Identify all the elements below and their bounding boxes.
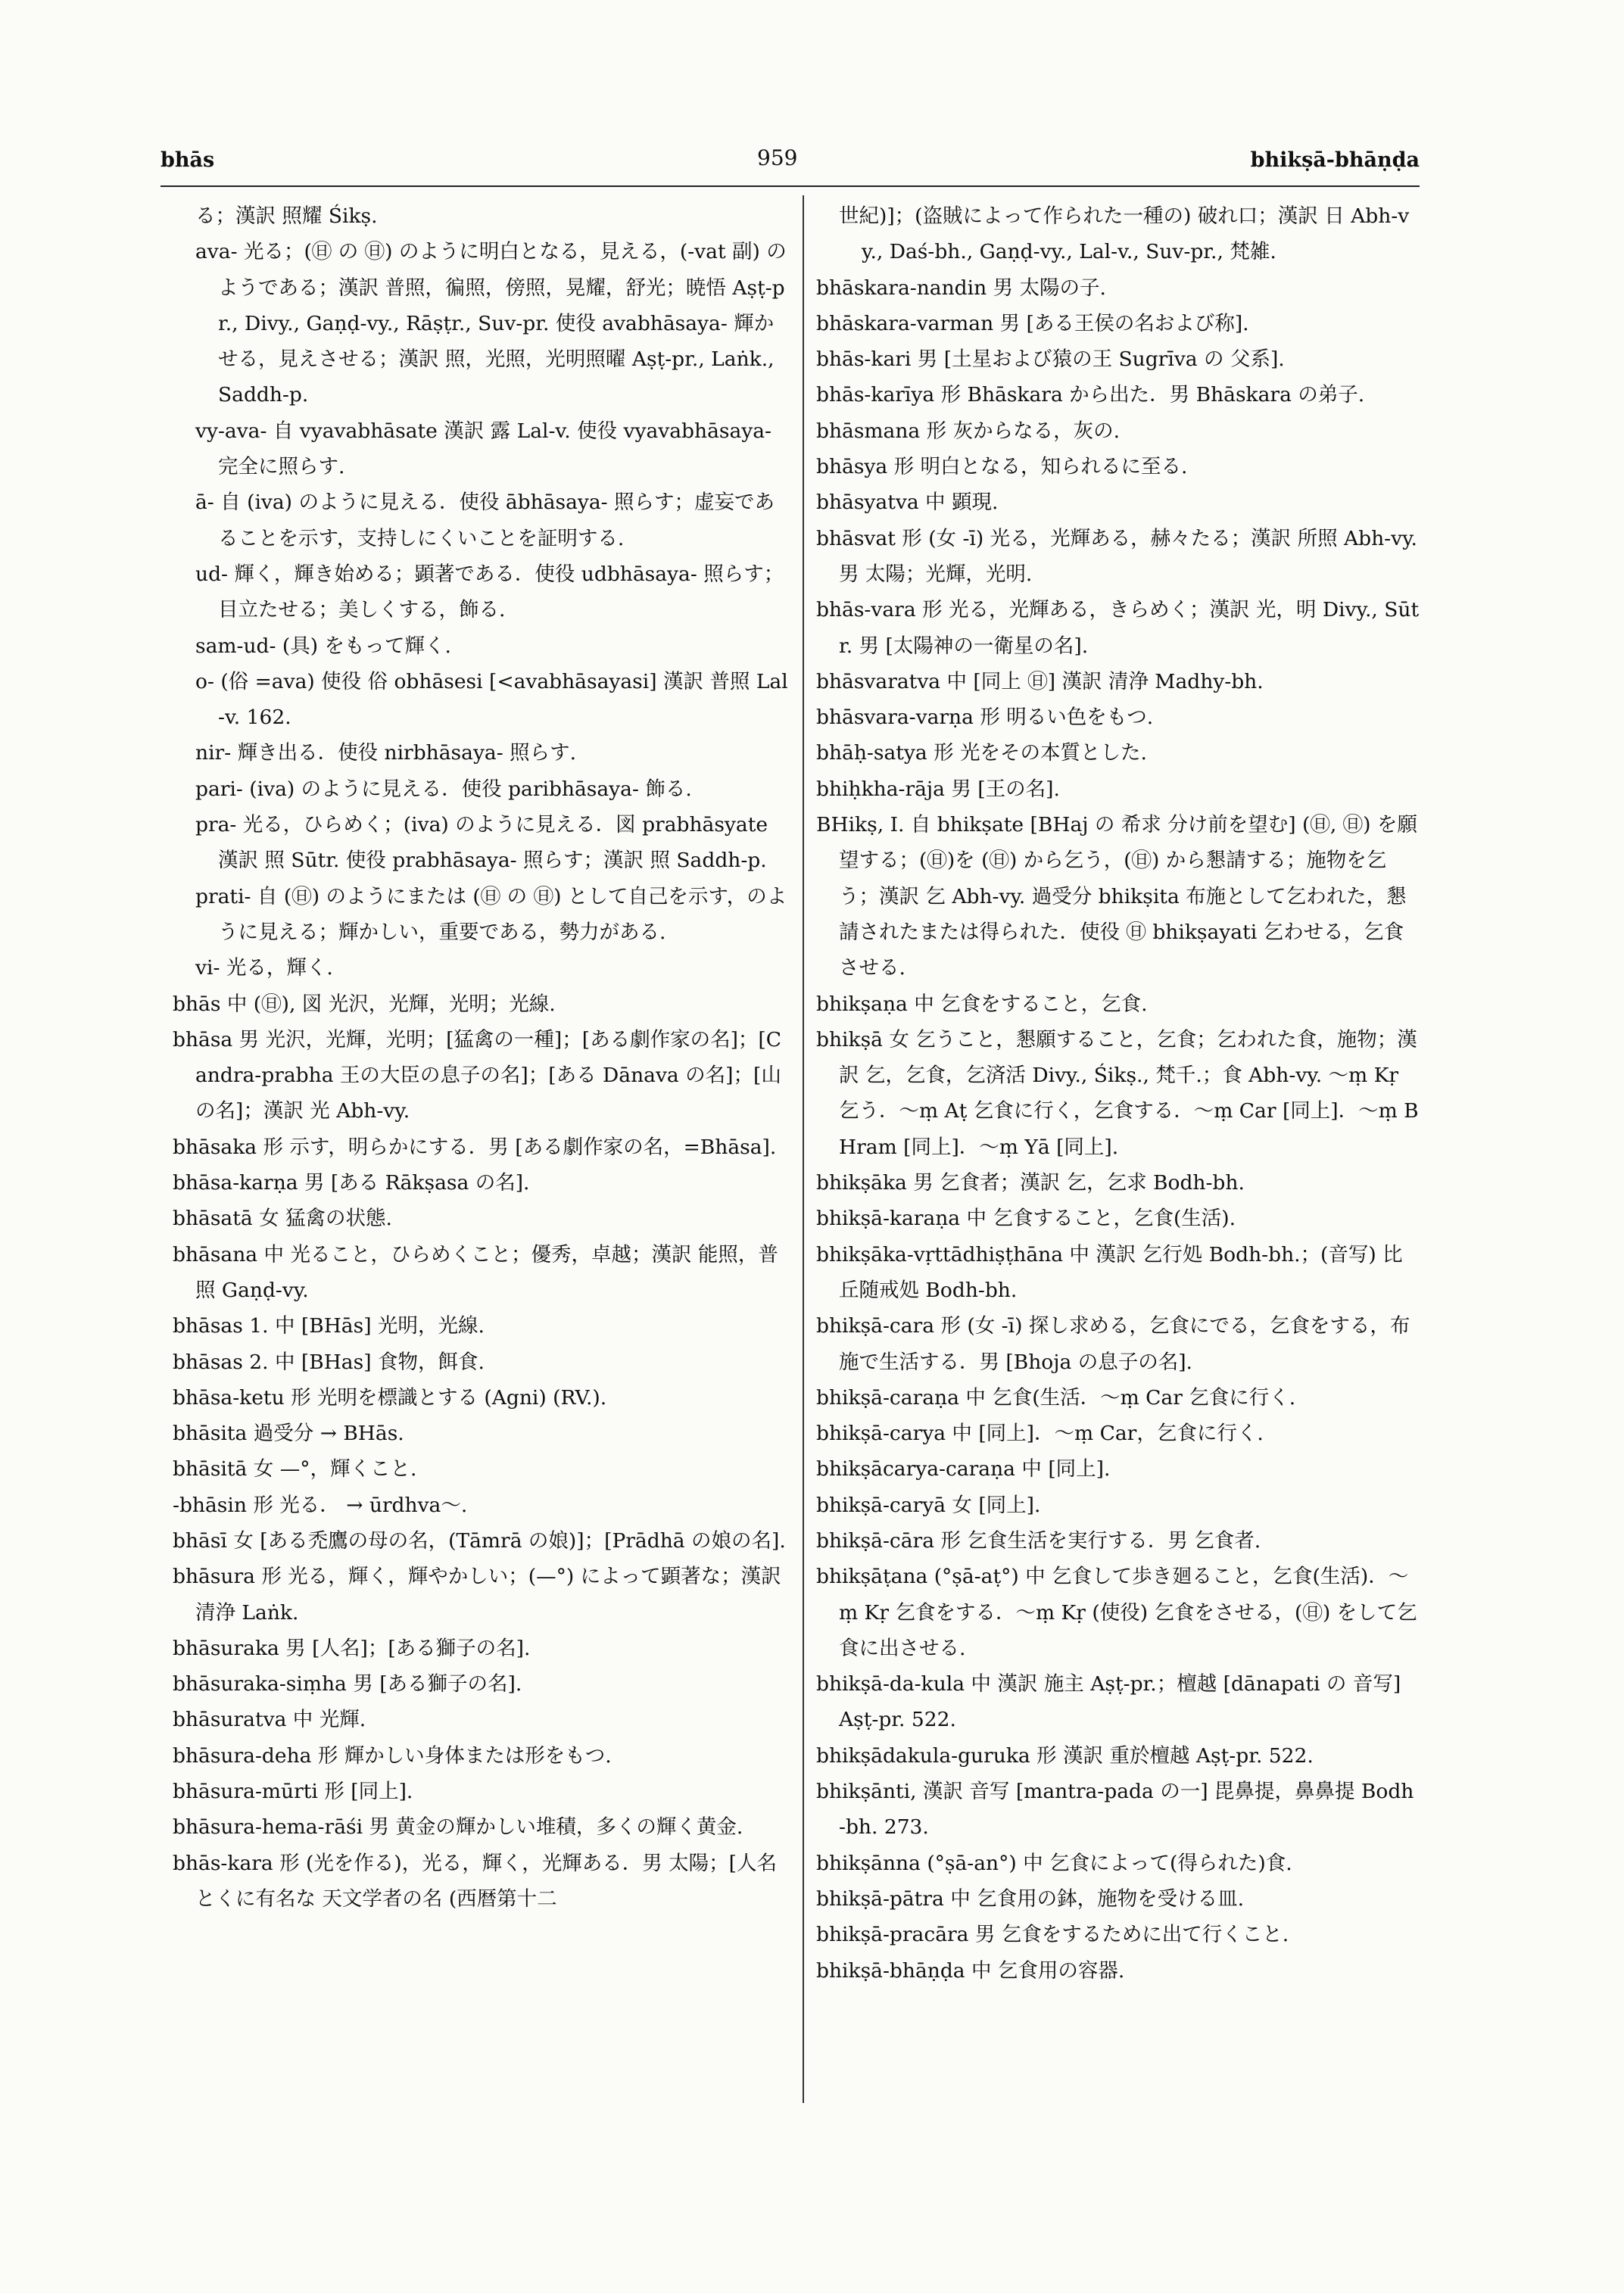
page-number: 959 xyxy=(757,145,798,170)
dictionary-entry: bhāsa-karṇa 男 [ある Rākṣasa の名]. xyxy=(173,1171,530,1195)
sub-entry: prati- 自 (㊐) のようにまたは (㊐ の ㊐) として自己を示す，のように見える；輝かしい，重要である，勢力がある. xyxy=(195,884,787,944)
dictionary-entry: bhikṣā-cāra 形 乞食生活を実行する．男 乞食者. xyxy=(816,1528,1261,1553)
dictionary-entry: bhāsuraka 男 [人名]；[ある獅子の名]. xyxy=(173,1636,531,1660)
right-column xyxy=(816,198,1420,1989)
dictionary-entry: bhikṣāka 男 乞食者；漢訳 乞，乞求 Bodh-bh. xyxy=(816,1171,1245,1195)
sub-entry: ā- 自 (iva) のように見える．使役 ābhāsaya- 照らす；虚妄であることを示す，支持しにくいことを証明する. xyxy=(195,491,775,550)
dictionary-entry: BHikṣ, I. 自 bhikṣate [BHaj の 希求 分け前を望む] (㊐, ㊐) を願望する；(㊐)を (㊐) から乞う，(㊐) から懇請する；施物を乞う；漢訳 乞 Abh-vy. 過受分 bhikṣita 布施として乞われた，懇請されたまたは得られた．使役 ㊐ bhikṣayati 乞わせる，乞食させる. xyxy=(816,813,1417,980)
sub-entry: vi- 光る，輝く. xyxy=(195,956,333,980)
dictionary-entry: bhāsatā 女 猛禽の状態. xyxy=(173,1207,392,1231)
dictionary-entry: bhāskara-nandin 男 太陽の子. xyxy=(816,276,1106,300)
running-head-right: bhikṣā-bhāṇḍa xyxy=(1250,148,1420,172)
sub-entry: pari- (iva) のように見える．使役 paribhāsaya- 飾る. xyxy=(195,777,692,801)
dictionary-entry: bhikṣā-da-kula 中 漢訳 施主 Aṣṭ-pr.；檀越 [dānapati の 音写] Aṣṭ-pr. 522. xyxy=(816,1672,1401,1732)
dictionary-entry: bhikṣāka-vṛttādhiṣṭhāna 中 漢訳 乞行処 Bodh-bh.；(音写) 比丘随戒処 Bodh-bh. xyxy=(816,1242,1403,1302)
dictionary-entry: bhikṣā-bhāṇḍa 中 乞食用の容器. xyxy=(816,1958,1125,1983)
dictionary-entry: bhāsas 2. 中 [BHas] 食物，餌食. xyxy=(173,1350,485,1374)
left-column xyxy=(173,198,792,1917)
dictionary-entry: bhāsī 女 [ある禿鷹の母の名，(Tāmrā の娘)]；[Prādhā の娘の名]. xyxy=(173,1528,786,1553)
dictionary-entry: bhikṣā-pracāra 男 乞食をするために出て行くこと. xyxy=(816,1923,1289,1947)
running-head-left: bhās xyxy=(161,148,215,172)
dictionary-entry: bhikṣā-caryā 女 [同上]. xyxy=(816,1493,1041,1517)
dictionary-entry: bhāsya 形 明白となる，知られるに至る. xyxy=(816,455,1188,479)
dictionary-entry: bhāsitā 女 —°，輝くこと. xyxy=(173,1457,417,1481)
dictionary-entry: bhikṣā-karaṇa 中 乞食すること，乞食(生活). xyxy=(816,1207,1236,1231)
dictionary-entry: bhikṣā-carya 中 [同上]．～ṃ Car，乞食に行く. xyxy=(816,1422,1264,1446)
dictionary-entry: bhāsuraka-siṃha 男 [ある獅子の名]. xyxy=(173,1672,522,1696)
dictionary-entry: bhāsura-hema-rāśi 男 黄金の輝かしい堆積，多くの輝く黄金. xyxy=(173,1815,743,1840)
sub-entry: vy-ava- 自 vyavabhāsate 漢訳 露 Lal-v. 使役 vyavabhāsaya- 完全に照らす. xyxy=(195,419,771,479)
dictionary-entry: bhikṣāṭana (°ṣā-aṭ°) 中 乞食して歩き廻ること，乞食(生活)．～ṃ Kṛ 乞食をする．～ṃ Kṛ (使役) 乞食をさせる，(㊐) をして乞食に出させる. xyxy=(816,1565,1417,1660)
sub-entry: sam-ud- (具) をもって輝く. xyxy=(195,634,451,658)
dictionary-entry: bhikṣā-pātra 中 乞食用の鉢，施物を受ける皿. xyxy=(816,1886,1245,1911)
dictionary-entry: bhāsuratva 中 光輝. xyxy=(173,1708,366,1732)
dictionary-entry: bhiḥkha-rāja 男 [王の名]. xyxy=(816,777,1060,801)
column-divider xyxy=(803,195,804,2103)
sub-entry: nir- 輝き出る．使役 nirbhāsaya- 照らす. xyxy=(195,741,577,765)
sub-entry: ud- 輝く，輝き始める；顕著である．使役 udbhāsaya- 照らす；目立たせる；美しくする，飾る. xyxy=(195,562,784,622)
dictionary-entry: bhāsana 中 光ること，ひらめくこと；優秀，卓越；漢訳 能照，普照 Gaṇḍ-vy. xyxy=(173,1242,778,1302)
dictionary-entry: bhikṣānna (°ṣā-an°) 中 乞食によって(得られた)食. xyxy=(816,1851,1292,1875)
dictionary-entry: bhās-kara 形 (光を作る)，光る，輝く，光輝ある．男 太陽；[人名 とくに有名な 天文学者の名 (西暦第十二 xyxy=(173,1851,777,1911)
dictionary-entry: bhāsvaratva 中 [同上 ㊐] 漢訳 清浄 Madhy-bh. xyxy=(816,669,1264,693)
dictionary-entry: bhāsa 男 光沢，光輝，光明；[猛禽の一種]；[ある劇作家の名]；[Candra-prabha 王の大臣の息子の名]；[ある Dānava の名]；[山の名]；漢訳 光 Abh-vy. xyxy=(173,1027,782,1123)
sub-entry: pra- 光る，ひらめく；(iva) のように見える．図 prabhāsyate 漢訳 照 Sūtr. 使役 prabhāsaya- 照らす；漢訳 照 Saddh-p. xyxy=(195,813,768,873)
dictionary-entry: bhikṣaṇa 中 乞食をすること，乞食. xyxy=(816,992,1148,1016)
sub-entry: る；漢訳 照耀 Śikṣ. xyxy=(195,204,378,228)
dictionary-entry: bhāsyatva 中 顕現. xyxy=(816,491,999,515)
dictionary-entry: bhās-kari 男 [土星および猿の王 Sugrīva の 父系]. xyxy=(816,347,1285,372)
dictionary-entry: bhāsita 過受分 → BHās. xyxy=(173,1422,404,1446)
dictionary-entry: bhāsmana 形 灰からなる，灰の. xyxy=(816,419,1120,443)
dictionary-entry: bhikṣānti, 漢訳 音写 [mantra-pada の一] 毘鼻提，鼻鼻提 Bodh-bh. 273. xyxy=(816,1780,1414,1840)
header-rule xyxy=(161,185,1420,187)
dictionary-entry: bhikṣācarya-caraṇa 中 [同上]. xyxy=(816,1457,1111,1481)
dictionary-entry: bhās 中 (㊐), 図 光沢，光輝，光明；光線. xyxy=(173,992,556,1016)
dictionary-entry: bhikṣā-cara 形 (女 -ī) 探し求める，乞食にでる，乞食をする，布施で生活する．男 [Bhoja の息子の名]. xyxy=(816,1314,1410,1374)
dictionary-entry: bhāsvara-varṇa 形 明るい色をもつ. xyxy=(816,706,1154,730)
dictionary-entry: bhāsura-deha 形 輝かしい身体または形をもつ. xyxy=(173,1743,612,1768)
dictionary-entry: bhāsa-ketu 形 光明を標識とする (Agni) (RV.). xyxy=(173,1385,607,1410)
dictionary-entry: bhāsura-mūrti 形 [同上]. xyxy=(173,1780,413,1804)
dictionary-entry: bhās-karīya 形 Bhāskara から出た．男 Bhāskara の弟子. xyxy=(816,383,1365,407)
dictionary-entry: bhikṣādakula-guruka 形 漢訳 重於檀越 Aṣṭ-pr. 522. xyxy=(816,1743,1314,1768)
dictionary-entry: bhāḥ-satya 形 光をその本質とした. xyxy=(816,741,1147,765)
dictionary-entry: bhāsura 形 光る，輝く，輝やかしい；(—°) によって顕著な；漢訳 清浄 Laṅk. xyxy=(173,1565,781,1625)
dictionary-entry: -bhāsin 形 光る． → ūrdhva～. xyxy=(173,1493,468,1517)
dictionary-entry: bhikṣā-caraṇa 中 乞食(生活．～ṃ Car 乞食に行く. xyxy=(816,1385,1296,1410)
sub-entry: ava- 光る；(㊐ の ㊐) のように明白となる，見える，(-vat 副) のようである；漢訳 普照，徧照，傍照，晃耀，舒光；暁悟 Aṣṭ-pr., Divy., Gaṇḍ-vy., Rāṣṭr., Suv-pr. 使役 avabhāsaya- 輝かせる，見えさせる；漢訳 照，光照，光明照曜 Aṣṭ-pr., Laṅk., Saddh-p. xyxy=(195,240,787,407)
sub-entry: 世紀)]；(盗賊によって作られた一種の) 破れ口；漢訳 日 Abh-vy., Daś-bh., Gaṇḍ-vy., Lal-v., Suv-pr., 梵雑. xyxy=(839,204,1410,264)
sub-entry: o- (俗 =ava) 使役 俗 obhāsesi [<avabhāsayasi] 漢訳 普照 Lal-v. 162. xyxy=(195,669,788,730)
dictionary-entry: bhāsaka 形 示す，明らかにする．男 [ある劇作家の名，=Bhāsa]. xyxy=(173,1135,777,1159)
dictionary-entry: bhikṣā 女 乞うこと，懇願すること，乞食；乞われた食，施物；漢訳 乞，乞食，乞済活 Divy., Śikṣ., 梵千.；食 Abh-vy. ～ṃ Kṛ 乞う．～ṃ Aṭ 乞食に行く，乞食する．～ṃ Car [同上]．～ṃ BHram [同上]．～ṃ Yā [同上]. xyxy=(816,1027,1419,1159)
dictionary-entry: bhāsvat 形 (女 -ī) 光る，光輝ある，赫々たる；漢訳 所照 Abh-vy. 男 太陽；光輝，光明. xyxy=(816,526,1417,586)
dictionary-entry: bhās-vara 形 光る，光輝ある，きらめく；漢訳 光，明 Divy., Sūtr. 男 [太陽神の一衛星の名]. xyxy=(816,598,1420,658)
dictionary-entry: bhāsas 1. 中 [BHās] 光明，光線. xyxy=(173,1314,485,1338)
dictionary-entry: bhāskara-varman 男 [ある王侯の名および称]. xyxy=(816,311,1249,335)
